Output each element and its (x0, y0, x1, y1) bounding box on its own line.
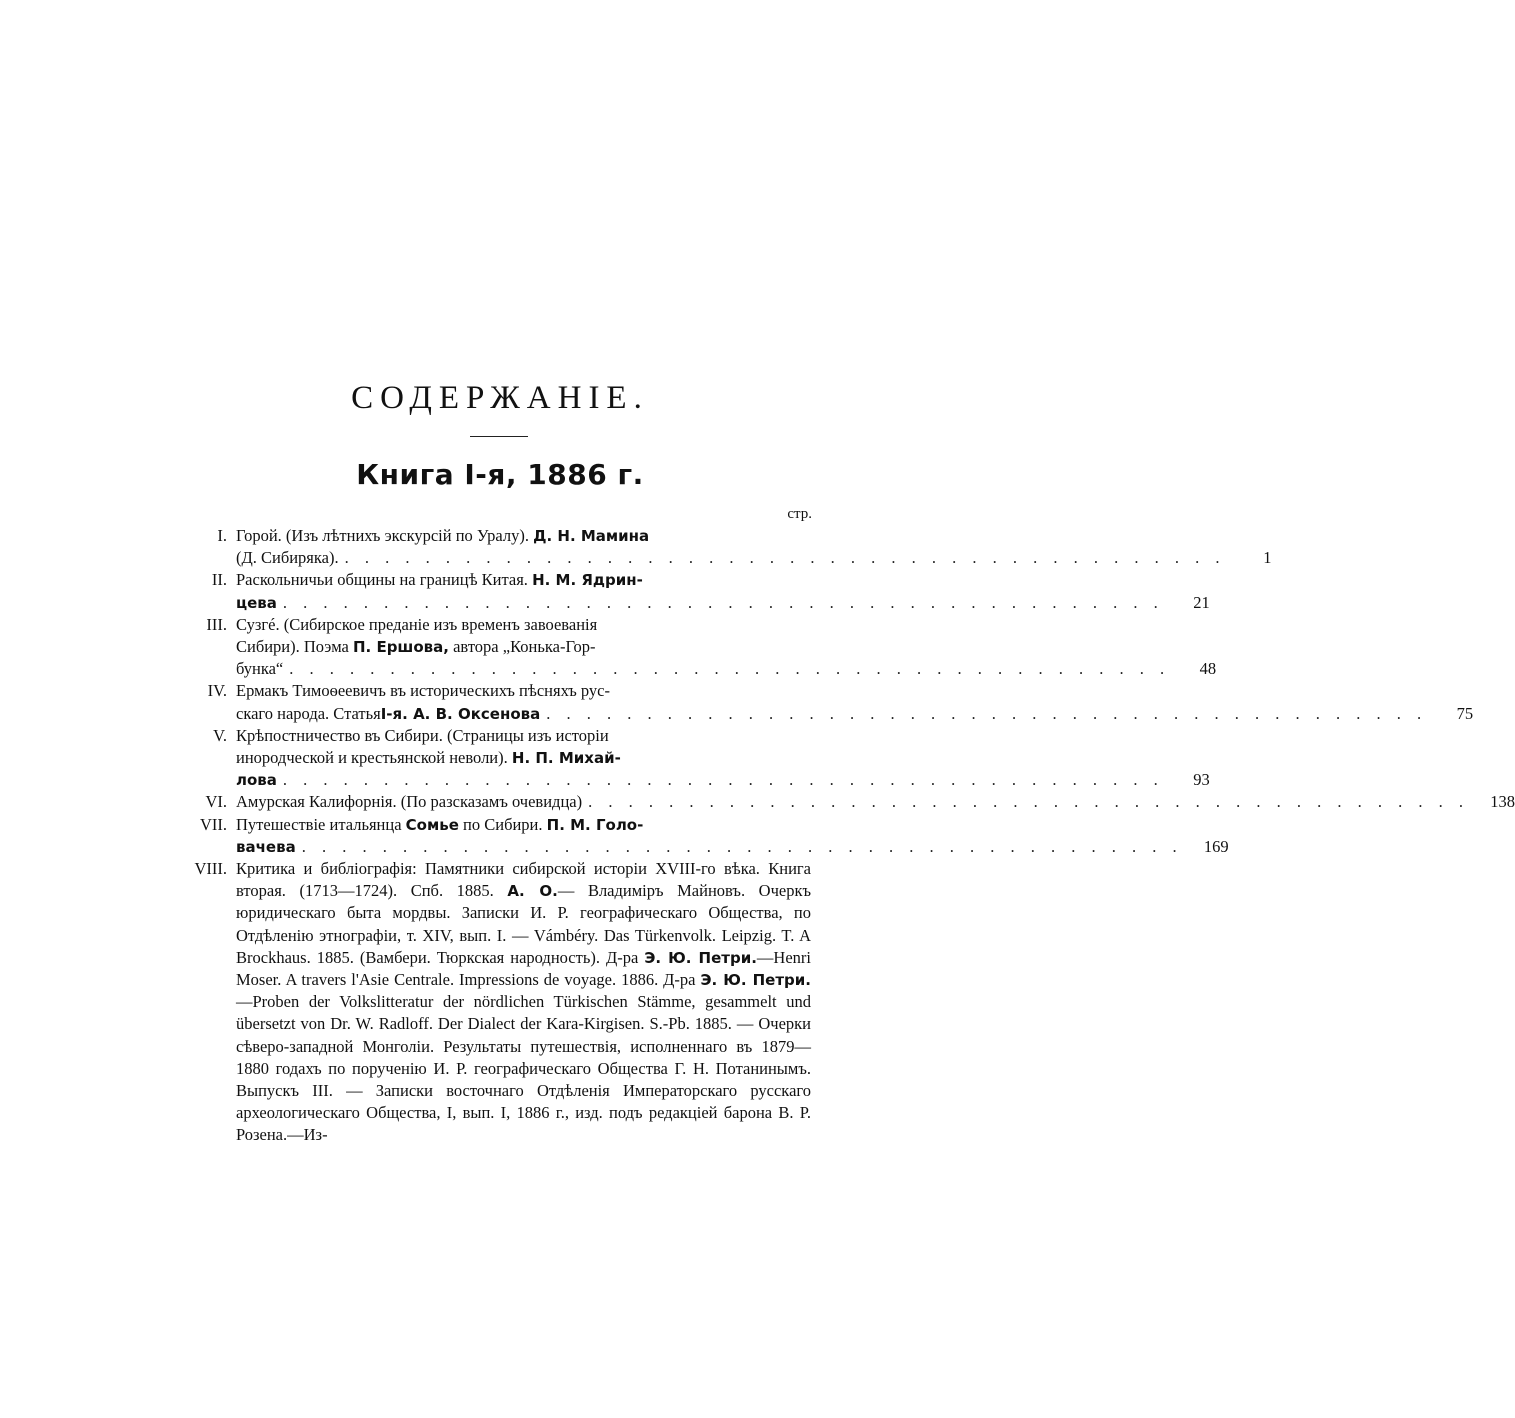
leader-dots: . . . . . . . . . . . . . . . . . . . . . . . . . . . . . . . . . . . . . . . . . . . . (344, 548, 1226, 568)
entry-person: Сомье (405, 815, 459, 834)
toc-entry (180, 814, 1229, 858)
entry-title-cont: по Сибири. (458, 814, 547, 834)
leader-dots: . . . . . . . . . . . . . . . . . . . . . . . . . . . . . . . . . . . . . . . . . . . . (289, 659, 1171, 679)
entry-author: Д. Н. Мамина (533, 527, 650, 545)
toc-entry (180, 858, 817, 1147)
leader-dots: . . . . . . . . . . . . . . . . . . . . . . . . . . . . . . . . . . . . . . . . . . . . (282, 770, 1164, 790)
entry-title-cont: бунка“ (236, 659, 284, 679)
entry-title-cont: инородческой и крестьянской неволи). (236, 748, 512, 768)
entry-author: I-я. А. В. Оксенова (380, 704, 541, 723)
entry-text: — Владиміръ Майновъ. Очеркъ юридическаго быта мордвы. Записки И. Р. географическаго Общества, по Отдѣленію этнографіи, т. XIV, вып. I. — Vámbéry. Das Türkenvolk. Leipzig. T. A Brockhaus. 1885. (Вамбери. Тюркская народность). Д-ра (236, 881, 811, 967)
entry-text: Критика и библіографія: Памятники сибирской исторіи XVIII-го вѣка. Книга вторая. (1713—1724). Спб. 1885. (236, 859, 811, 901)
entry-page: 48 (1199, 659, 1217, 679)
title-divider (470, 436, 528, 437)
entry-number: III. (206, 614, 227, 634)
entry-author: П. М. Голо- (546, 815, 644, 834)
entry-author: Э. Ю. Петри. (644, 948, 757, 967)
entry-page: 21 (1193, 592, 1210, 612)
entry-text: —Proben der Volkslitteratur der nördlichen Türkischen Stämme, gesammelt und übersetzt von Dr. W. Radloff. Der Dialect der Kara-Kirgisen. S.-Pb. 1885. — Очерки сѣверо-западной Монголіи. Результаты путешествія, исполненнаго въ 1879—1880 годахъ по порученію И. Р. географическаго Общества Г. Н. Потанинымъ. Выпускъ III. — Записки восточнаго Отдѣленія Императорскаго русскаго археологическаго Общества, I, вып. I, 1886 г., изд. подъ редакціей барона В. Р. Розена.—Из- (236, 992, 811, 1145)
entry-title: Крѣпостничество въ Сибири. (Страницы изъ исторіи (236, 725, 609, 745)
entry-page: 169 (1203, 836, 1229, 856)
entry-page: 75 (1456, 703, 1474, 723)
entry-author-cont: лова (236, 771, 277, 790)
entry-paragraph (236, 858, 817, 1147)
entry-title-cont: автора „Конька-Гор- (448, 637, 596, 657)
table-of-contents (180, 525, 1515, 1147)
entry-number: VII. (199, 814, 227, 834)
toc-entry (180, 569, 1210, 613)
entry-number: I. (217, 526, 227, 545)
entry-author: Н. М. Ядрин- (532, 571, 643, 590)
page-title: СОДЕРЖАНІЕ. (351, 380, 649, 416)
toc-entry (180, 614, 1217, 681)
entry-author-cont: цева (236, 593, 277, 612)
entry-number: VIII. (194, 859, 227, 879)
entry-number: II. (211, 570, 227, 590)
book-subtitle: Книга I-я, 1886 г. (356, 458, 644, 491)
leader-dots: . . . . . . . . . . . . . . . . . . . . . . . . . . . . . . . . . . . . . . . . . . . . (546, 703, 1428, 723)
entry-number: VI. (205, 792, 227, 812)
entry-title: Горой. (Изъ лѣтнихъ экскурсій по Уралу). (236, 526, 534, 545)
toc-entry (180, 725, 1210, 792)
entry-author-cont: вачева (236, 837, 296, 856)
entry-number: IV. (207, 681, 227, 701)
leader-dots: . . . . . . . . . . . . . . . . . . . . . . . . . . . . . . . . . . . . . . . . . . . . (282, 592, 1164, 612)
entry-title: Путешествіе итальянца (236, 814, 406, 834)
entry-page: 1 (1263, 548, 1272, 568)
entry-author: Н. П. Михай- (511, 749, 621, 768)
entry-title: Амурская Калифорнія. (По разсказамъ очевидца) (236, 792, 583, 812)
toc-entry (180, 680, 1474, 724)
entry-author: П. Ершова, (352, 638, 449, 657)
page-column-label: стр. (787, 506, 812, 522)
entry-author: А. О. (507, 882, 558, 901)
entry-page: 93 (1193, 770, 1210, 790)
leader-dots: . . . . . . . . . . . . . . . . . . . . . . . . . . . . . . . . . . . . . . . . . . . . (301, 836, 1183, 856)
entry-number: V. (213, 725, 227, 745)
leader-dots: . . . . . . . . . . . . . . . . . . . . . . . . . . . . . . . . . . . . . . . . . . . . (588, 792, 1469, 812)
toc-entry (180, 791, 1515, 813)
entry-author: Э. Ю. Петри. (700, 971, 811, 990)
entry-title-cont: скаго народа. Статья (236, 703, 381, 723)
entry-title: Сузгé. (Сибирское преданіе изъ временъ завоеванія (236, 614, 598, 634)
entry-title-cont: (Д. Сибиряка). (236, 548, 339, 568)
toc-entry (180, 525, 1272, 569)
entry-page: 138 (1490, 792, 1515, 812)
entry-title: Раскольничьи общины на границѣ Китая. (236, 570, 533, 590)
entry-title-cont: Сибири). Поэма (236, 637, 353, 657)
entry-text: —Henri Moser. A travers l'Asie Centrale. Impressions de voyage. 1886. Д-ра (236, 947, 811, 990)
entry-title: Ермакъ Тимоѳеевичъ въ историческихъ пѣсняхъ рус- (236, 681, 610, 701)
